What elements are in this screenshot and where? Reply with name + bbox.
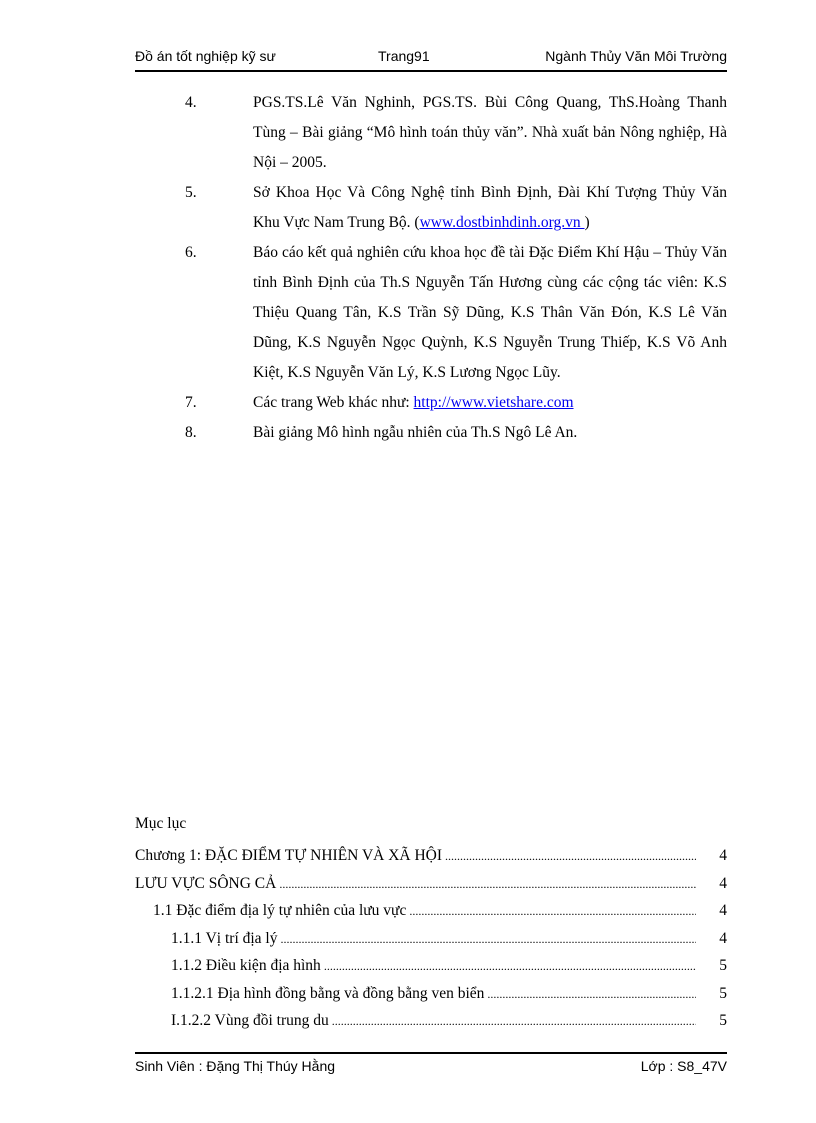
reference-number: 7.: [185, 394, 197, 411]
toc-entry-page: 5: [719, 1012, 727, 1029]
reference-text: Báo cáo kết quả nghiên cứu khoa học đề tài Đặc Điểm Khí Hậu – Thủy Văn tỉnh Bình Định của Th.S Nguyễn Tấn Hương cùng các cộng tác viên: K.S Thiệu Quang Tân, K.S Trần Sỹ Dũng, K.S Thân Văn Đón, K.S Lê Văn Dũng, K.S Nguyễn Ngọc Quỳnh, K.S Nguyễn Trung Thiếp, K.S Võ Anh Kiệt, K.S Nguyễn Văn Lý, K.S Lương Ngọc Lũy.: [253, 244, 727, 381]
reference-number: 5.: [185, 184, 197, 201]
toc-entry[interactable]: [135, 842, 727, 870]
toc-entry-label: 1.1 Đặc điểm địa lý tự nhiên của lưu vực: [153, 902, 407, 919]
toc-leader-dots: [409, 898, 696, 926]
header-divider: [135, 70, 727, 72]
toc-entry-label: 1.1.2 Điều kiện địa hình: [171, 957, 321, 974]
reference-number: 6.: [185, 244, 197, 261]
footer-student-name: Sinh Viên : Đặng Thị Thúy Hằng: [135, 1058, 336, 1074]
toc-entry-page: 4: [719, 874, 727, 892]
toc-leader-dots: [487, 981, 696, 1009]
toc-entry[interactable]: [135, 925, 727, 953]
reference-item: [135, 418, 727, 448]
toc-entry-label: 1.1.1 Vị trí địa lý: [171, 929, 278, 947]
toc-entry-page: 5: [719, 984, 727, 1002]
toc-leader-dots: [279, 871, 696, 899]
toc-entry-page: 4: [719, 929, 727, 947]
toc-entry[interactable]: [135, 897, 727, 925]
reference-text: Các trang Web khác như:: [253, 394, 414, 411]
toc-leader-dots: [324, 953, 696, 981]
reference-text: PGS.TS.Lê Văn Nghinh, PGS.TS. Bùi Công Quang, ThS.Hoàng Thanh Tùng – Bài giảng “Mô hình toán thủy văn”. Nhà xuất bản Nông nghiệp, Hà Nội – 2005.: [253, 94, 727, 171]
reference-text: Bài giảng Mô hình ngẫu nhiên của Th.S Ngô Lê An.: [253, 424, 578, 441]
toc-entry-label: LƯU VỰC SÔNG CẢ: [135, 874, 277, 892]
page-footer: [135, 1058, 727, 1080]
table-of-contents: [135, 810, 727, 1035]
toc-entry-page: 4: [719, 847, 727, 864]
toc-title: Mục lục: [135, 815, 187, 832]
toc-leader-dots: [332, 1008, 696, 1036]
header-page-number: Trang91: [378, 48, 430, 64]
reference-item: [135, 178, 727, 238]
reference-link-vietshare[interactable]: http://www.vietshare.com: [413, 394, 574, 411]
reference-item: [135, 238, 727, 388]
toc-leader-dots: [281, 926, 697, 954]
toc-entry[interactable]: [135, 952, 727, 980]
footer-divider: [135, 1052, 727, 1054]
toc-entry-label: Chương 1: ĐẶC ĐIỂM TỰ NHIÊN VÀ XÃ HỘI: [135, 847, 443, 864]
toc-leader-dots: [445, 843, 696, 871]
toc-entry-page: 4: [719, 902, 727, 919]
reference-item: [135, 88, 727, 178]
reference-list: [135, 88, 727, 448]
reference-link-dostbinhdinh[interactable]: www.dostbinhdinh.org.vn: [419, 214, 585, 231]
page-header: [135, 48, 727, 70]
reference-item: [135, 388, 727, 418]
reference-text: Sở Khoa Học Và Công Nghệ tỉnh Bình Định, Đài Khí Tượng Thủy Văn Khu Vực Nam Trung Bộ. (: [253, 184, 727, 231]
header-major: Ngành Thủy Văn Môi Trường: [545, 48, 727, 64]
footer-class: Lớp : S8_47V: [640, 1058, 727, 1074]
reference-number: 4.: [185, 94, 197, 111]
reference-text-closing: ): [584, 214, 590, 231]
toc-entry-label: I.1.2.2 Vùng đồi trung du: [171, 1012, 329, 1029]
toc-entry-page: 5: [719, 957, 727, 974]
toc-entry[interactable]: [135, 870, 727, 898]
toc-entry[interactable]: [135, 1007, 727, 1035]
header-thesis-title: Đồ án tốt nghiệp kỹ sư: [135, 48, 276, 64]
reference-number: 8.: [185, 424, 197, 441]
toc-entry[interactable]: [135, 980, 727, 1008]
toc-entry-label: 1.1.2.1 Địa hình đồng bằng và đồng bằng ven biển: [171, 984, 485, 1002]
